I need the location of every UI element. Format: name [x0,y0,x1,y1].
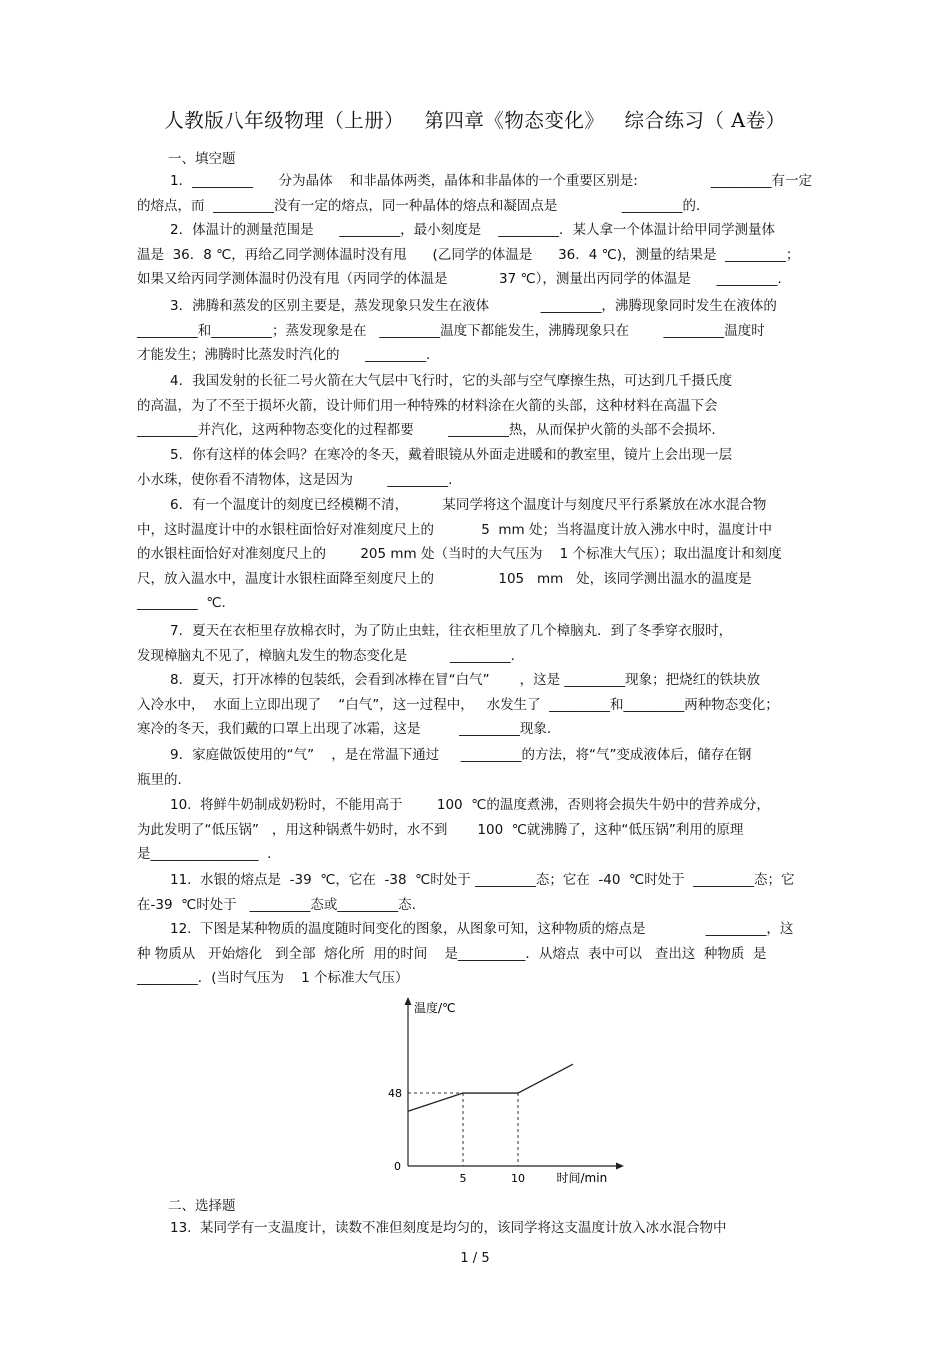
question-line: 4．我国发射的长征二号火箭在大气层中飞行时，它的头部与空气摩擦生热，可达到几千摄氏度 [170,373,733,389]
question-line: 1．_________ 分为晶体 和非晶体两类，晶体和非晶体的一个重要区别是: _________有一定 [170,173,813,189]
question-line: 瓶里的. [137,771,182,788]
section-fill-in-heading: 一、填空题 [168,151,236,167]
question-8 [137,668,859,742]
question-line: 13. 某同学有一支温度计，读数不准但刻度是均匀的，该同学将这支温度计放入冰水混合物中 [170,1220,727,1236]
page-number: 1 / 5 [460,1251,490,1266]
question-line: 寒冷的冬天，我们戴的口罩上出现了冰霜，这是 _________现象. [137,721,552,738]
question-11 [137,868,859,917]
question-line: _________ ℃. [137,595,226,612]
question-line: 温是 36．8 ℃，再给乙同学测体温时没有甩 (乙同学的体温是 36．4 ℃)，测量的结果是 _________； [137,246,800,263]
question-2 [137,218,859,292]
question-line: _________．(当时气压为 1 个标准大气压） [137,970,409,987]
question-line: 8．夏天，打开冰棒的包装纸，会看到冰棒在冒“白气” ，这是 _________现象；把烧红的铁块放 [170,672,761,688]
y-axis-label: 温度/℃ [414,1001,456,1015]
question-line: 入冷水中， 水面上立即出现了 “白气”，这一过程中， 水发生了 _________和_________两种物态变化； [137,696,779,713]
question-line: _________和_________；蒸发现象是在 _________温度下都能发生，沸腾现象只在 _________温度时 [137,322,765,339]
question-line: 为此发明了“低压锅” ，用这种锅煮牛奶时，水不到 100 ℃就沸腾了，这种“低压锅”利用的原理 [137,821,744,838]
page-title: 人教版八年级物理（上册） 第四章《物态变化》 综合练习（ A卷） [164,109,786,132]
x-tick-label: 10 [511,1172,525,1185]
question-line: 是________________ . [137,846,272,863]
x-axis-label: 时间/min [556,1171,608,1185]
temperature-time-chart [360,990,640,1190]
x-axis-arrow [616,1163,624,1170]
question-line: 6．有一个温度计的刻度已经模糊不清， 某同学将这个温度计与刻度尺平行系紧放在冰水混合物 [170,497,767,513]
question-5 [137,443,859,492]
y-tick-label: 48 [388,1087,402,1101]
question-13 [137,1216,859,1241]
section-choice-heading: 二、选择题 [168,1198,236,1214]
origin-label: 0 [394,1160,401,1173]
question-line: 10. 将鲜牛奶制成奶粉时，不能用高于 100 ℃的温度煮沸，否则将会损失牛奶中的营养成分， [170,797,770,813]
question-line: 2．体温计的测量范围是 _________，最小刻度是 _________．某人拿一个体温计给甲同学测量体 [170,222,776,238]
question-line: 小水珠，使你看不清物体，这是因为 _________. [137,471,453,488]
question-line: 的高温，为了不至于损坏火箭，设计师们用一种特殊的材料涂在火箭的头部，这种材料在高温下会 [137,397,718,414]
question-line: 中，这时温度计中的水银柱面恰好对准刻度尺上的 5 mm 处；当将温度计放入沸水中时，温度计中 [137,521,772,538]
question-line: 5．你有这样的体会吗？在寒冷的冬天，戴着眼镜从外面走进暖和的教室里，镜片上会出现一层 [170,447,733,463]
question-line: 9．家庭做饭使用的“气” ，是在常温下通过 _________的方法，将“气”变成液体后，储存在钢 [170,747,752,763]
question-4 [137,369,859,443]
question-line: 在-39 ℃时处于 _________态或_________态. [137,896,416,913]
question-line: _________并汽化，这两种物态变化的过程都要 _________热，从而保护火箭的头部不会损坏. [137,422,716,439]
question-1 [137,169,859,218]
question-line: 发现樟脑丸不见了，樟脑丸发生的物态变化是 _________. [137,647,515,664]
question-line: 12. 下图是某种物质的温度随时间变化的图象，从图象可知，这种物质的熔点是 _________，这 [170,921,794,937]
question-line: 才能发生；沸腾时比蒸发时汽化的 _________. [137,347,431,364]
question-line: 7．夏天在衣柜里存放棉衣时，为了防止虫蛀，往衣柜里放了几个樟脑丸．到了冬季穿衣服时， [170,623,733,639]
question-7 [137,619,859,668]
question-line: 种 物质从 开始熔化 到全部 熔化所 用的时间 是__________．从熔点 表中可以 查出这 种物质 是 [137,945,767,962]
question-9 [137,743,859,792]
question-line: 尺，放入温水中，温度计水银柱面降至刻度尺上的 105 mm 处，该同学测出温水的温度是 [137,570,752,587]
question-line: 的水银柱面恰好对准刻度尺上的 205 mm 处（当时的大气压为 1 个标准大气压）；取出温度计和刻度 [137,546,782,563]
question-line: 3．沸腾和蒸发的区别主要是，蒸发现象只发生在液体 _________，沸腾现象同时发生在液体的 [170,298,777,314]
question-line: 如果又给丙同学测体温时仍没有甩（丙同学的体温是 37 ℃），测量出丙同学的体温是 _________. [137,271,782,288]
question-10 [137,793,859,867]
question-12 [137,917,859,991]
question-6 [137,493,859,616]
x-tick-label: 5 [459,1172,467,1185]
question-line: 的熔点，而 _________没有一定的熔点，同一种晶体的熔点和凝固点是 _________的. [137,197,701,214]
temperature-line [408,1064,573,1111]
y-axis-arrow [405,997,412,1005]
question-line: 11. 水银的熔点是 -39 ℃，它在 -38 ℃时处于 _________态；它在 -40 ℃时处于 _________态；它 [170,872,795,888]
question-3 [137,294,859,368]
